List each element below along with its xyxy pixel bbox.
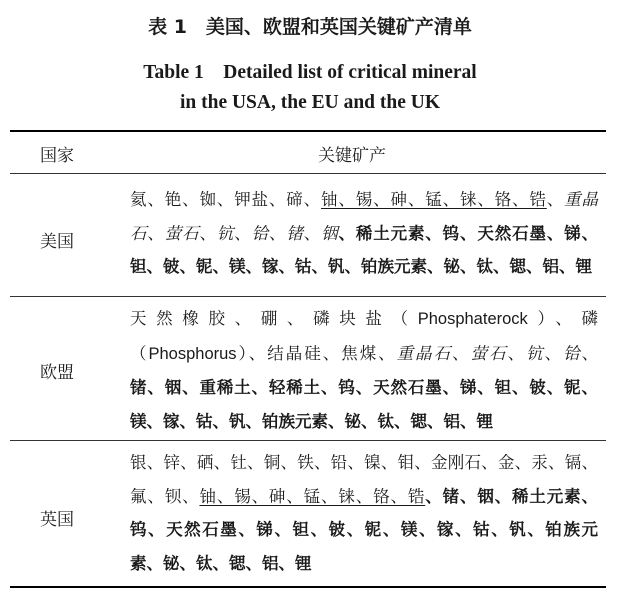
header-country: 国家: [40, 146, 74, 166]
mineral-text-segment: 重晶石: [396, 343, 453, 363]
mineral-text-segment: 铪: [251, 223, 269, 243]
mineral-text-segment: 铟: [321, 223, 339, 243]
mineral-text-segment: 、: [507, 343, 527, 363]
table-bottom-rule: [10, 586, 606, 588]
mineral-text-segment: 铀、锡、砷、锰、铼、铬、锆: [321, 190, 547, 209]
table-top-rule: [10, 130, 606, 132]
header-rule: [10, 173, 606, 174]
mineral-text-segment: 重晶: [564, 190, 599, 209]
mineral-text-segment: 锗、铟、重稀土、轻稀土、钨、天然石墨、锑、钽、铍、铌、: [130, 378, 598, 397]
mineral-text-line: [130, 371, 598, 405]
mineral-text-line: [130, 302, 598, 337]
mineral-text-segment: 、稀土元素、钨、天然石墨、锑、: [338, 223, 599, 243]
mineral-text-segment: 素、铋、钛、锶、铝、锂: [130, 553, 312, 573]
mineral-text-segment: 萤石: [470, 343, 508, 363]
mineral-text-segment: 、: [199, 223, 217, 243]
table-title-chinese: 表 1 美国、欧盟和英国关键矿产清单: [148, 16, 472, 38]
mineral-text-line: [130, 183, 598, 217]
mineral-text-segment: 、锗、铟、稀土元素、: [425, 486, 599, 506]
mineral-text-segment: 锗: [286, 223, 304, 243]
mineral-text-segment: 钽、铍、铌、镁、镓、钴、钒、铂族元素、铋、钛、锶、铝、锂: [130, 257, 592, 276]
mineral-text-segment: 、: [268, 223, 287, 243]
mineral-text-segment: 铪: [563, 343, 582, 363]
mineral-text-segment: 铀、锡、砷、锰、铼、铬、锆: [199, 486, 426, 506]
mineral-text-segment: 、: [234, 223, 252, 243]
mineral-text-segment: Phosphaterock: [417, 310, 528, 328]
mineral-text-line: [130, 480, 598, 514]
row-uk-country: 英国: [40, 510, 74, 530]
mineral-text-segment: ）、结晶硅、焦煤、: [236, 343, 397, 363]
mineral-text-segment: 钪: [526, 343, 545, 363]
mineral-text-segment: 镁、镓、钴、钒、铂族元素、铋、钛、锶、铝、锂: [130, 411, 493, 431]
mineral-text-segment: 钪: [216, 223, 235, 243]
mineral-text-segment: Phosphorus: [148, 344, 237, 363]
mineral-text-segment: 、: [544, 343, 564, 363]
mineral-text-line: [130, 250, 598, 284]
mineral-text-segment: 、: [452, 343, 471, 363]
mineral-text-line: [130, 547, 598, 581]
mineral-text-segment: 、: [581, 343, 599, 363]
row-usa-minerals: [130, 183, 598, 284]
mineral-text-segment: 氦、铯、铷、钾盐、碲、: [130, 190, 322, 209]
mineral-text-segment: 、: [303, 223, 322, 243]
mineral-text-line: [130, 217, 598, 251]
row-uk-minerals: [130, 446, 598, 580]
table-title-english-line-1: Table 1 Detailed list of critical mineral: [143, 62, 477, 83]
mineral-text-segment: 、: [147, 223, 165, 243]
table-title-english-line-2: in the USA, the EU and the UK: [179, 92, 441, 113]
mineral-text-segment: 银、锌、硒、钍、铜、铁、铅、镍、钼、金刚石、金、汞、镉、: [130, 453, 598, 472]
mineral-text-segment: 钨、天然石墨、锑、钽、铍、铌、镁、镓、钴、钒、铂族元: [130, 520, 598, 539]
mineral-text-line: [130, 513, 598, 547]
mineral-text-segment: 萤石: [164, 223, 200, 243]
mineral-text-segment: ）、磷: [527, 309, 599, 328]
mineral-text-line: [130, 337, 598, 372]
mineral-text-segment: 石: [130, 223, 148, 243]
row-eu-minerals: [130, 302, 598, 438]
row-divider-2: [10, 440, 606, 441]
mineral-text-segment: （: [130, 343, 149, 363]
row-usa-country: 美国: [40, 232, 74, 252]
mineral-text-segment: 氟、钡、: [130, 486, 200, 506]
mineral-text-line: [130, 446, 598, 480]
mineral-text-segment: 天然橡胶、硼、磷块盐（: [130, 309, 418, 328]
mineral-text-segment: 、: [546, 190, 565, 209]
mineral-text-line: [130, 405, 598, 439]
row-eu-country: 欧盟: [40, 363, 74, 383]
row-divider-1: [10, 296, 606, 297]
header-critical-minerals: 关键矿产: [318, 146, 386, 166]
